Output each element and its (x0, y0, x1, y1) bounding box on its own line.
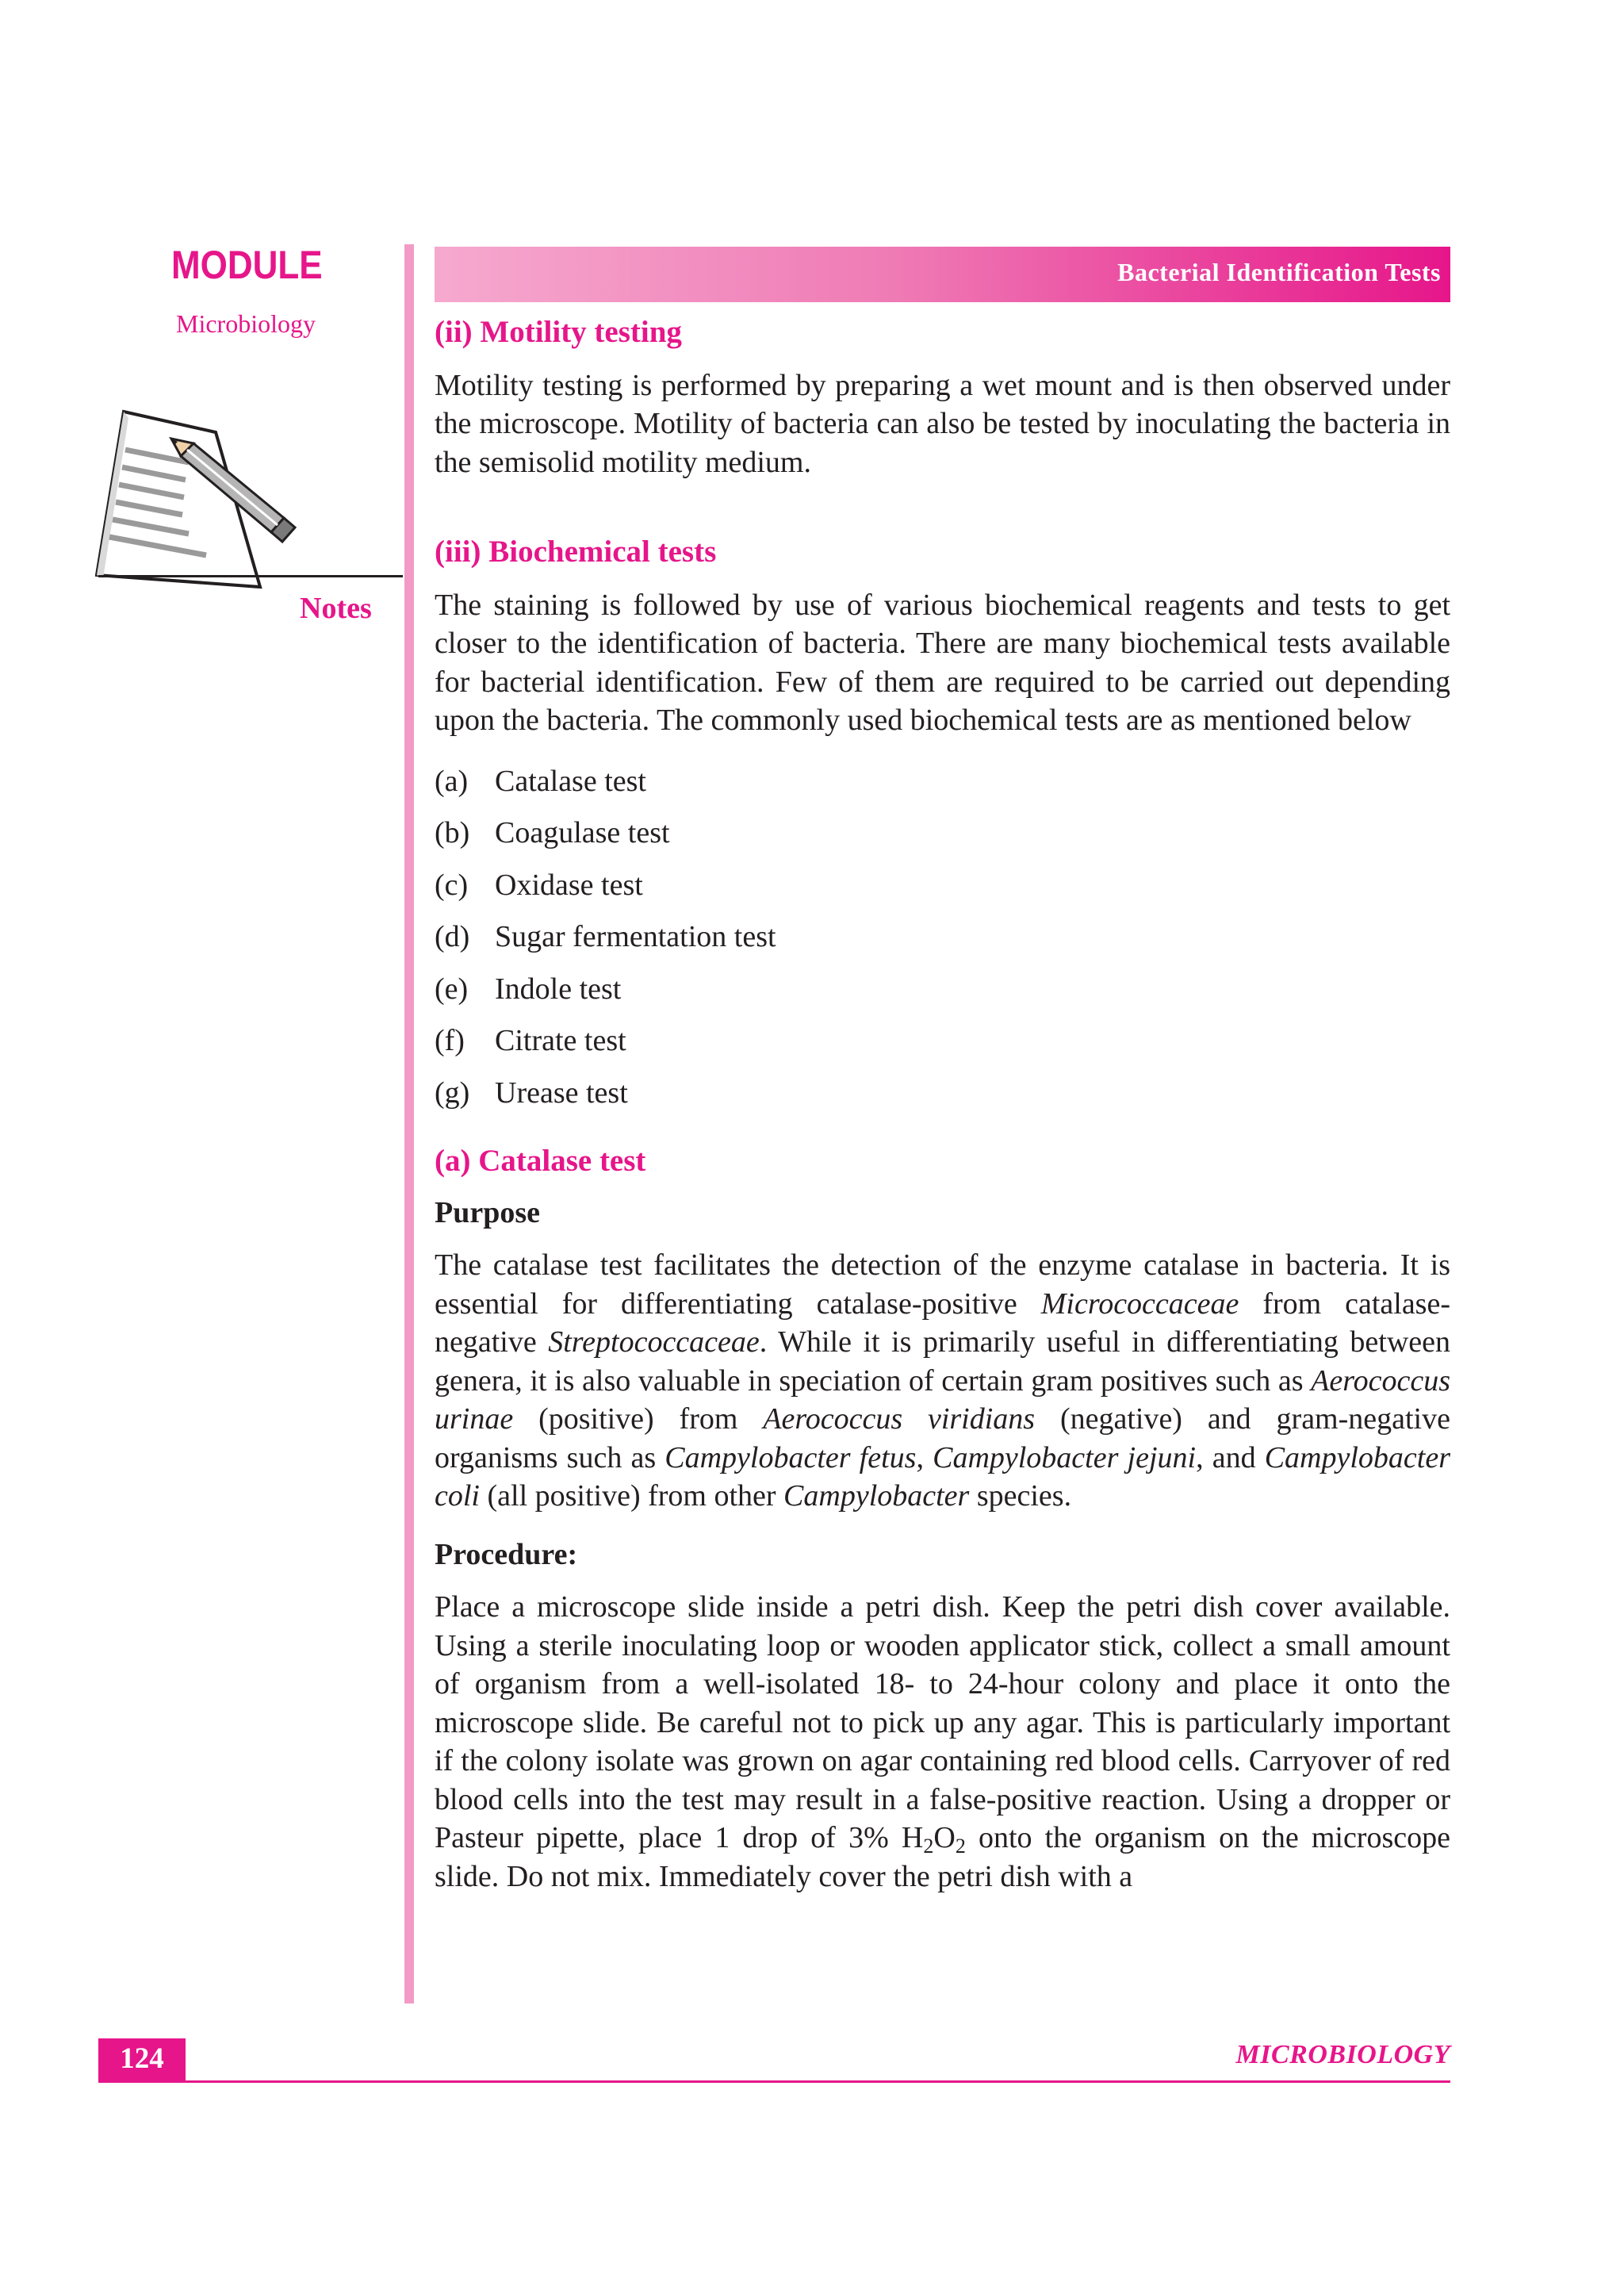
list-text: Citrate test (495, 1024, 626, 1057)
list-item (435, 1074, 1450, 1113)
list-text: Urease test (495, 1076, 628, 1110)
procedure-heading: Procedure: (435, 1537, 578, 1571)
list-text: Catalase test (495, 764, 646, 798)
paragraph-motility: Motility testing is performed by preparing a wet mount and is then observed under the microscope. Motility of bacteria can also be tested by inoculating the bacteria in the semisolid motility medium. (435, 368, 1450, 479)
list-marker: (a) (435, 764, 469, 798)
biochemical-test-list (435, 762, 1450, 1113)
paragraph-procedure: Place a microscope slide inside a petri dish. Keep the petri dish cover available. Using a sterile inoculating loop or wooden applicator stick, collect a small amount of organism from a well-isolated 18- to 24-hour colony and place it onto the microscope slide. Be careful not to pick up any agar. This is particularly important if the colony isolate was grown on agar containing red blood cells. Carryover of red blood cells into the test may result in a false-positive reaction. Using a dropper or Pasteur pipette, place 1 drop of 3% $H_2O_2$ onto the organism on the microscope slide. Do not mix. Immediately cover the petri dish with a (435, 1590, 1450, 1893)
list-marker: (g) (435, 1076, 470, 1110)
notes-label: Notes (300, 592, 372, 625)
page-number: 124 (120, 2042, 164, 2075)
section-heading-biochemical: (iii) Biochemical tests (435, 535, 717, 569)
section-heading-motility: (ii) Motility testing (435, 315, 682, 349)
list-marker: (c) (435, 868, 469, 902)
list-marker: (d) (435, 920, 470, 953)
list-item (435, 814, 1450, 853)
list-item (435, 866, 1450, 905)
list-marker: (b) (435, 816, 470, 849)
list-text: Oxidase test (495, 868, 643, 902)
list-text: Indole test (495, 972, 622, 1006)
list-marker: (f) (435, 1024, 465, 1057)
purpose-heading: Purpose (435, 1195, 540, 1229)
paragraph-biochemical: The staining is followed by use of various biochemical reagents and tests to get closer to the identification of bacteria. There are many biochemical tests available for bacterial identification. Few of them are required to be carried out depending upon the bacteria. The commonly used biochemical tests are as mentioned below (435, 588, 1450, 737)
notepad-pencil-icon (95, 401, 301, 599)
list-text: Coagulase test (495, 816, 670, 849)
module-title: MODULE (171, 243, 323, 287)
page-number-box (98, 2038, 186, 2083)
paragraph-purpose: The catalase test facilitates the detection of the enzyme catalase in bacteria. It is essential for differentiating catalase-positive Micrococcaceae from catalase-negative Streptococcaceae. While it is primarily useful in differentiating between genera, it is also valuable in speciation of certain gram positives such as Aerococcus urinae (positive) from Aerococcus viridians (negative) and gram-negative organisms such as Campylobacter fetus, Campylobacter jejuni, and Campylobacter coli (all positive) from other Campylobacter species. (435, 1248, 1450, 1513)
list-item (435, 762, 1450, 801)
list-item (435, 1022, 1450, 1060)
notes-divider (98, 575, 403, 577)
list-item (435, 918, 1450, 957)
margin-rule (404, 244, 414, 2003)
list-text: Sugar fermentation test (495, 920, 776, 953)
list-item (435, 970, 1450, 1009)
running-title: Bacterial Identification Tests (1117, 258, 1441, 286)
module-subject: Microbiology (176, 309, 316, 338)
footer-subject: MICROBIOLOGY (1235, 2040, 1450, 2069)
footer-rule (98, 2080, 1450, 2083)
running-header (435, 247, 1450, 302)
main-content (435, 313, 1450, 1896)
section-heading-catalase: (a) Catalase test (435, 1144, 646, 1178)
list-marker: (e) (435, 972, 469, 1006)
